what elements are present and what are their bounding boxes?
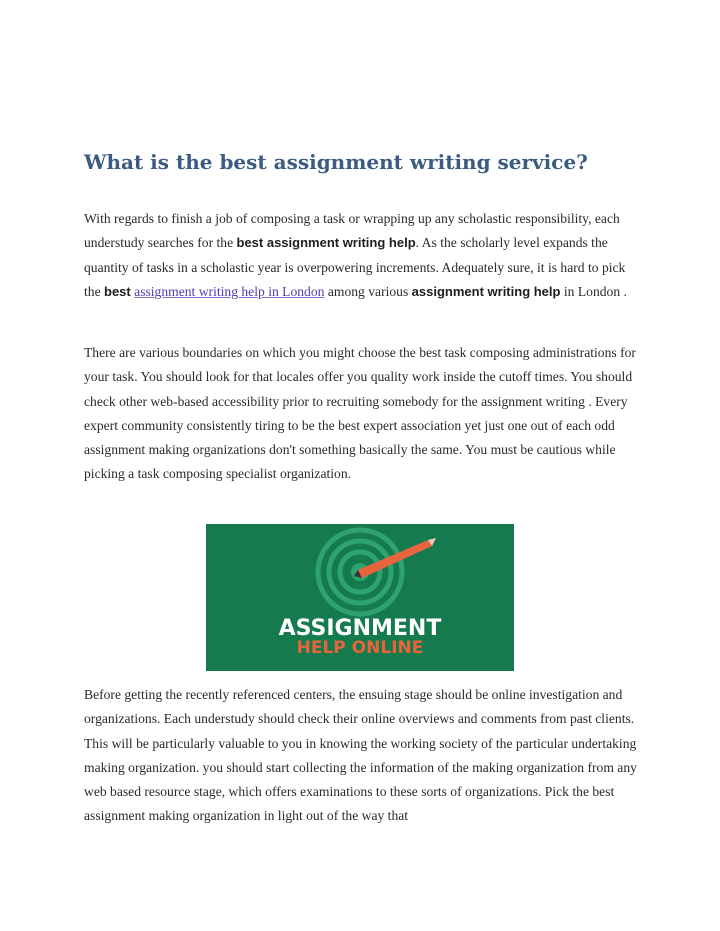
paragraph-1 bbox=[84, 207, 644, 304]
keyword-assignment-writing-help: assignment writing help bbox=[411, 283, 561, 299]
paragraph-1-text-d: in London . bbox=[560, 283, 627, 299]
paragraph-3: Before getting the recently referenced centers, the ensuing stage should be online investigation and organizations. Each understudy should check their online overviews and comments from past clients. This will be particularly valuable to you in knowing the working society of the particular undertaking making organization. you should start collecting the information of the making organization from any web based resource stage, which offers examinations to these sorts of organizations. Pick the best assignment making organization in light out of the way that bbox=[84, 687, 637, 824]
keyword-best: best bbox=[104, 283, 131, 299]
image-text-line-1: ASSIGNMENT bbox=[278, 616, 442, 641]
paragraph-2: There are various boundaries on which you might choose the best task composing administrations for your task. You should look for that locales offer you quality work inside the cutoff times. You should check other web-based accessibility prior to recruiting somebody for the assignment writing . Every expert community consistently tiring to be the best expert association yet just one out of each odd assignment making organizations don't something basically the same. You must be cautious while picking a task composing specialist organization. bbox=[84, 345, 636, 482]
assignment-help-logo bbox=[206, 524, 514, 671]
assignment-help-london-link[interactable]: assignment writing help in London bbox=[134, 283, 325, 299]
paragraph-1-text-b: . As the scholarly level expands the quantity of tasks in a scholastic year is overpowering increments. Adequately sure, it is hard to pick the bbox=[84, 235, 626, 299]
image-text-line-2: HELP ONLINE bbox=[296, 638, 424, 658]
page-title: What is the best assignment writing service? bbox=[84, 150, 588, 174]
assignment-help-online-image bbox=[206, 524, 514, 671]
paragraph-1-text-c: among various bbox=[324, 283, 412, 299]
paragraph-1-text-a: With regards to finish a job of composing a task or wrapping up any scholastic responsibility, each understudy searches for the bbox=[84, 211, 620, 251]
keyword-best-assignment-writing-help: best assignment writing help bbox=[236, 235, 416, 251]
